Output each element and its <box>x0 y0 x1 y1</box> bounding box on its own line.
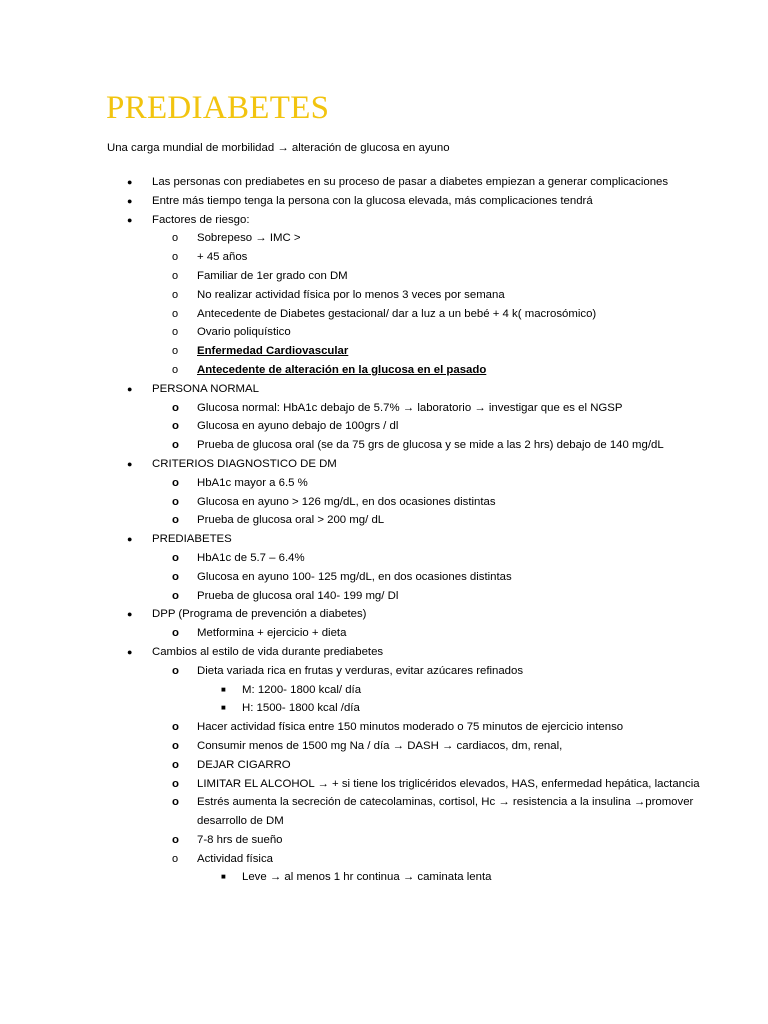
list-item <box>0 737 768 756</box>
list-item <box>0 173 768 192</box>
list-item <box>0 399 768 418</box>
list-item-text: Estrés aumenta la secreción de catecolaminas, cortisol, Hc → resistencia a la insulina →promover desarrollo de DM <box>197 796 694 828</box>
list-item <box>0 229 768 248</box>
list-item <box>0 211 768 230</box>
circle-bullet-icon: o <box>172 833 179 846</box>
list-item <box>0 511 768 530</box>
list-item <box>0 286 768 305</box>
list-item-text: LIMITAR EL ALCOHOL → + si tiene los triglicéridos elevados, HAS, enfermedad hepática, lactancia <box>197 777 700 790</box>
list-item <box>0 455 768 474</box>
list-item-text: No realizar actividad física por lo menos 3 veces por semana <box>197 288 505 301</box>
list-item <box>0 493 768 512</box>
circle-bullet-icon: o <box>172 345 179 358</box>
circle-bullet-icon: o <box>172 627 179 640</box>
circle-bullet-icon: o <box>172 739 179 752</box>
list-item <box>0 662 768 681</box>
circle-bullet-icon: o <box>172 514 179 527</box>
square-bullet-icon: ■ <box>221 872 226 882</box>
circle-bullet-icon: o <box>172 476 179 489</box>
list-item-text: Glucosa en ayuno debajo de 100grs / dl <box>197 420 399 433</box>
dot-bullet-icon: ● <box>127 534 133 545</box>
list-item-text: 7-8 hrs de sueño <box>197 833 283 846</box>
list-item-text: Metformina + ejercicio + dieta <box>197 627 347 640</box>
circle-bullet-icon: o <box>172 777 179 790</box>
dot-bullet-icon: ● <box>127 458 133 469</box>
list-item-text: Prueba de glucosa oral 140- 199 mg/ Dl <box>197 589 399 602</box>
square-bullet-icon: ■ <box>221 703 226 713</box>
dot-bullet-icon: ● <box>127 214 133 225</box>
list-item-text: Prueba de glucosa oral (se da 75 grs de glucosa y se mide a las 2 hrs) debajo de 140 mg/dL <box>197 439 664 452</box>
list-item <box>0 681 768 700</box>
list-item <box>0 868 768 887</box>
list-item-text: HbA1c de 5.7 – 6.4% <box>197 551 305 564</box>
list-item <box>0 380 768 399</box>
list-item <box>0 605 768 624</box>
list-item-text: Entre más tiempo tenga la persona con la glucosa elevada, más complicaciones tendrá <box>152 194 593 207</box>
circle-bullet-icon: o <box>172 326 179 339</box>
list-item-text: Glucosa en ayuno 100- 125 mg/dL, en dos ocasiones distintas <box>197 570 512 583</box>
list-item-text: Consumir menos de 1500 mg Na / día → DASH → cardiacos, dm, renal, <box>197 739 563 752</box>
list-item-text: PERSONA NORMAL <box>152 382 259 395</box>
square-bullet-icon: ■ <box>221 684 226 694</box>
circle-bullet-icon: o <box>172 495 179 508</box>
list-item <box>0 775 768 794</box>
list-item <box>0 756 768 775</box>
dot-bullet-icon: ● <box>127 609 133 620</box>
circle-bullet-icon: o <box>172 721 179 734</box>
list-item <box>0 361 768 380</box>
circle-bullet-icon: o <box>172 852 179 865</box>
circle-bullet-icon: o <box>172 288 179 301</box>
list-item <box>0 267 768 286</box>
dot-bullet-icon: ● <box>127 383 133 394</box>
list-item <box>0 718 768 737</box>
list-item-text: Antecedente de Diabetes gestacional/ dar a luz a un bebé + 4 k( macrosómico) <box>197 307 597 320</box>
list-item-text: Glucosa en ayuno > 126 mg/dL, en dos ocasiones distintas <box>197 495 496 508</box>
list-item-text: Antecedente de alteración en la glucosa en el pasado <box>197 363 487 376</box>
list-item-text: Las personas con prediabetes en su proceso de pasar a diabetes empiezan a generar complicaciones <box>152 176 669 188</box>
list-item <box>0 568 768 587</box>
bullet-list <box>0 173 768 887</box>
list-item-text: Hacer actividad física entre 150 minutos moderado o 75 minutos de ejercicio intenso <box>197 721 624 734</box>
intro-line: Una carga mundial de morbilidad → alteración de glucosa en ayuno <box>107 142 450 154</box>
dot-bullet-icon: ● <box>127 646 133 657</box>
circle-bullet-icon: o <box>172 307 179 320</box>
circle-bullet-icon: o <box>172 551 179 564</box>
dot-bullet-icon: ● <box>127 195 133 206</box>
circle-bullet-icon: o <box>172 439 179 452</box>
circle-bullet-icon: o <box>172 664 179 677</box>
list-item-text: Leve → al menos 1 hr continua → caminata lenta <box>242 871 492 884</box>
list-item-text: Sobrepeso → IMC > <box>197 232 301 245</box>
list-item <box>0 587 768 606</box>
list-item-text: Actividad física <box>197 852 273 865</box>
list-item <box>0 549 768 568</box>
list-item-text: + 45 años <box>197 251 248 264</box>
list-item-text: Cambios al estilo de vida durante prediabetes <box>152 645 384 658</box>
list-item-text: M: 1200- 1800 kcal/ día <box>242 683 362 696</box>
list-item <box>0 474 768 493</box>
list-item <box>0 831 768 850</box>
list-item <box>0 436 768 455</box>
list-item <box>0 624 768 643</box>
circle-bullet-icon: o <box>172 401 179 414</box>
list-item <box>0 323 768 342</box>
list-item-text: DEJAR CIGARRO <box>197 758 291 771</box>
circle-bullet-icon: o <box>172 232 179 245</box>
page-title: PREDIABETES <box>106 90 330 126</box>
circle-bullet-icon: o <box>172 589 179 602</box>
list-item <box>0 248 768 267</box>
circle-bullet-icon: o <box>172 796 179 809</box>
list-item-text: H: 1500- 1800 kcal /día <box>242 702 360 715</box>
list-item <box>0 699 768 718</box>
list-item-text: Prueba de glucosa oral > 200 mg/ dL <box>197 514 385 527</box>
list-item-text: Ovario poliquístico <box>197 326 291 339</box>
circle-bullet-icon: o <box>172 758 179 771</box>
circle-bullet-icon: o <box>172 251 179 264</box>
list-item-text: CRITERIOS DIAGNOSTICO DE DM <box>152 457 337 470</box>
list-item <box>0 530 768 549</box>
list-item <box>0 643 768 662</box>
list-item-text: Glucosa normal: HbA1c debajo de 5.7% → laboratorio → investigar que es el NGSP <box>197 401 623 414</box>
list-item-text: Dieta variada rica en frutas y verduras, evitar azúcares refinados <box>197 664 524 677</box>
circle-bullet-icon: o <box>172 269 179 282</box>
list-item <box>0 305 768 324</box>
list-item <box>0 192 768 211</box>
list-item <box>0 342 768 361</box>
list-item <box>0 850 768 869</box>
list-item-text: Enfermedad Cardiovascular <box>197 345 349 358</box>
list-item-text: DPP (Programa de prevención a diabetes) <box>152 608 367 621</box>
list-item-text: Familiar de 1er grado con DM <box>197 269 348 282</box>
list-item-text: Factores de riesgo: <box>152 213 250 226</box>
circle-bullet-icon: o <box>172 363 179 376</box>
list-item-text: PREDIABETES <box>152 533 232 546</box>
list-item-text: HbA1c mayor a 6.5 % <box>197 476 308 489</box>
circle-bullet-icon: o <box>172 420 179 433</box>
list-item <box>0 793 768 831</box>
circle-bullet-icon: o <box>172 570 179 583</box>
dot-bullet-icon: ● <box>127 177 133 187</box>
list-item <box>0 417 768 436</box>
